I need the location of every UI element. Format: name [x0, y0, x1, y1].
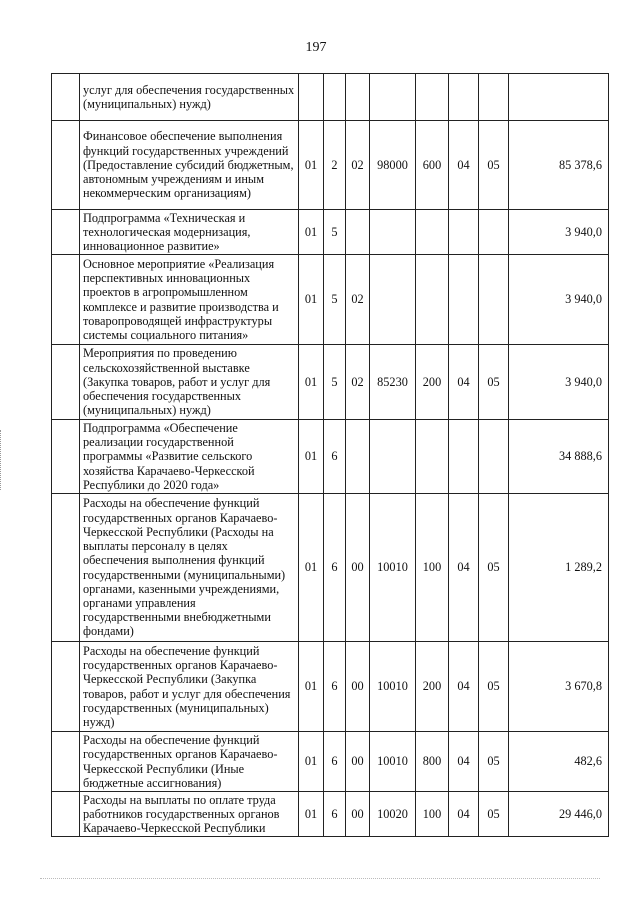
amount-cell	[509, 74, 609, 121]
code-cell: 04	[449, 792, 479, 837]
code-cell: 01	[299, 792, 324, 837]
code-cell: 2	[324, 121, 346, 210]
code-cell: 5	[324, 345, 346, 420]
table-row	[52, 792, 609, 837]
code-cell: 6	[324, 792, 346, 837]
code-cell	[416, 255, 449, 345]
code-cell	[449, 255, 479, 345]
code-cell	[346, 74, 370, 121]
code-cell	[449, 210, 479, 255]
margin-mark	[0, 430, 5, 490]
code-cell: 5	[324, 255, 346, 345]
code-cell	[479, 420, 509, 494]
code-cell: 05	[479, 732, 509, 792]
code-cell: 01	[299, 210, 324, 255]
code-cell	[416, 74, 449, 121]
amount-cell: 3 670,8	[509, 642, 609, 732]
code-cell	[299, 74, 324, 121]
code-cell	[479, 210, 509, 255]
amount-cell: 34 888,6	[509, 420, 609, 494]
code-cell: 01	[299, 121, 324, 210]
table-row	[52, 494, 609, 642]
amount-cell: 3 940,0	[509, 210, 609, 255]
code-cell: 05	[479, 642, 509, 732]
code-cell: 05	[479, 494, 509, 642]
table-row	[52, 255, 609, 345]
description-cell: Расходы на обеспечение функций государственных органов Карачаево-Черкесской Республики (Расходы на выплаты персоналу в целях обеспечения выполнения функций государственными (муниципальными) органами, казенными учреждениями, органами управления государственными внебюджетными фондами)	[80, 494, 299, 642]
code-cell: 02	[346, 121, 370, 210]
code-cell: 10010	[370, 642, 416, 732]
code-cell: 02	[346, 345, 370, 420]
code-cell: 04	[449, 642, 479, 732]
code-cell	[449, 74, 479, 121]
code-cell	[479, 255, 509, 345]
blank-cell	[52, 210, 80, 255]
code-cell: 00	[346, 494, 370, 642]
code-cell	[370, 420, 416, 494]
code-cell: 05	[479, 121, 509, 210]
description-cell: услуг для обеспечения государственных (муниципальных) нужд)	[80, 74, 299, 121]
code-cell	[416, 420, 449, 494]
table-row	[52, 642, 609, 732]
code-cell: 200	[416, 642, 449, 732]
code-cell: 6	[324, 732, 346, 792]
code-cell: 05	[479, 345, 509, 420]
table-row	[52, 732, 609, 792]
amount-cell: 482,6	[509, 732, 609, 792]
code-cell: 200	[416, 345, 449, 420]
code-cell	[370, 210, 416, 255]
table-row	[52, 121, 609, 210]
code-cell: 05	[479, 792, 509, 837]
code-cell: 800	[416, 732, 449, 792]
scan-edge-line	[40, 878, 600, 879]
description-cell: Расходы на обеспечение функций государственных органов Карачаево-Черкесской Республики (Иные бюджетные ассигнования)	[80, 732, 299, 792]
code-cell	[449, 420, 479, 494]
blank-cell	[52, 121, 80, 210]
code-cell: 600	[416, 121, 449, 210]
amount-cell: 1 289,2	[509, 494, 609, 642]
code-cell: 04	[449, 494, 479, 642]
blank-cell	[52, 420, 80, 494]
blank-cell	[52, 74, 80, 121]
code-cell: 6	[324, 420, 346, 494]
code-cell: 00	[346, 642, 370, 732]
description-cell: Финансовое обеспечение выполнения функций государственных учреждений (Предоставление субсидий бюджетным, автономным учреждениям и иным некоммерческим организациям)	[80, 121, 299, 210]
description-cell: Мероприятия по проведению сельскохозяйственной выставке (Закупка товаров, работ и услуг для обеспечения государственных (муниципальных) нужд)	[80, 345, 299, 420]
description-cell: Расходы на выплаты по оплате труда работников государственных органов Карачаево-Черкесской Республики	[80, 792, 299, 837]
table-row	[52, 74, 609, 121]
amount-cell: 85 378,6	[509, 121, 609, 210]
table-row	[52, 345, 609, 420]
blank-cell	[52, 732, 80, 792]
code-cell: 85230	[370, 345, 416, 420]
code-cell: 00	[346, 732, 370, 792]
amount-cell: 29 446,0	[509, 792, 609, 837]
code-cell	[370, 255, 416, 345]
description-cell: Подпрограмма «Обеспечение реализации государственной программы «Развитие сельского хозяйства Карачаево-Черкесской Республики до 2020 года»	[80, 420, 299, 494]
blank-cell	[52, 255, 80, 345]
table-row	[52, 420, 609, 494]
code-cell: 100	[416, 494, 449, 642]
code-cell: 6	[324, 494, 346, 642]
code-cell: 10010	[370, 494, 416, 642]
code-cell: 10010	[370, 732, 416, 792]
code-cell: 00	[346, 792, 370, 837]
code-cell: 01	[299, 420, 324, 494]
amount-cell: 3 940,0	[509, 345, 609, 420]
blank-cell	[52, 642, 80, 732]
code-cell: 01	[299, 345, 324, 420]
code-cell: 01	[299, 494, 324, 642]
code-cell: 04	[449, 732, 479, 792]
code-cell: 04	[449, 121, 479, 210]
code-cell	[370, 74, 416, 121]
blank-cell	[52, 494, 80, 642]
amount-cell: 3 940,0	[509, 255, 609, 345]
table-row	[52, 210, 609, 255]
description-cell: Расходы на обеспечение функций государственных органов Карачаево-Черкесской Республики (Закупка товаров, работ и услуг для обеспечения государственных (муниципальных) нужд)	[80, 642, 299, 732]
code-cell: 04	[449, 345, 479, 420]
code-cell	[346, 210, 370, 255]
code-cell: 6	[324, 642, 346, 732]
code-cell: 01	[299, 732, 324, 792]
code-cell	[479, 74, 509, 121]
code-cell: 10020	[370, 792, 416, 837]
blank-cell	[52, 345, 80, 420]
code-cell	[416, 210, 449, 255]
code-cell: 02	[346, 255, 370, 345]
description-cell: Основное мероприятие «Реализация перспективных инновационных проектов в агропромышленном комплексе и развитие производства и товаропроводящей инфраструктуры системы социального питания»	[80, 255, 299, 345]
page-number: 197	[305, 40, 327, 55]
description-cell: Подпрограмма «Техническая и технологическая модернизация, инновационное развитие»	[80, 210, 299, 255]
code-cell: 100	[416, 792, 449, 837]
budget-table	[51, 73, 609, 837]
code-cell: 98000	[370, 121, 416, 210]
code-cell	[346, 420, 370, 494]
blank-cell	[52, 792, 80, 837]
code-cell: 5	[324, 210, 346, 255]
code-cell: 01	[299, 255, 324, 345]
code-cell: 01	[299, 642, 324, 732]
table-body	[52, 74, 609, 837]
code-cell	[324, 74, 346, 121]
